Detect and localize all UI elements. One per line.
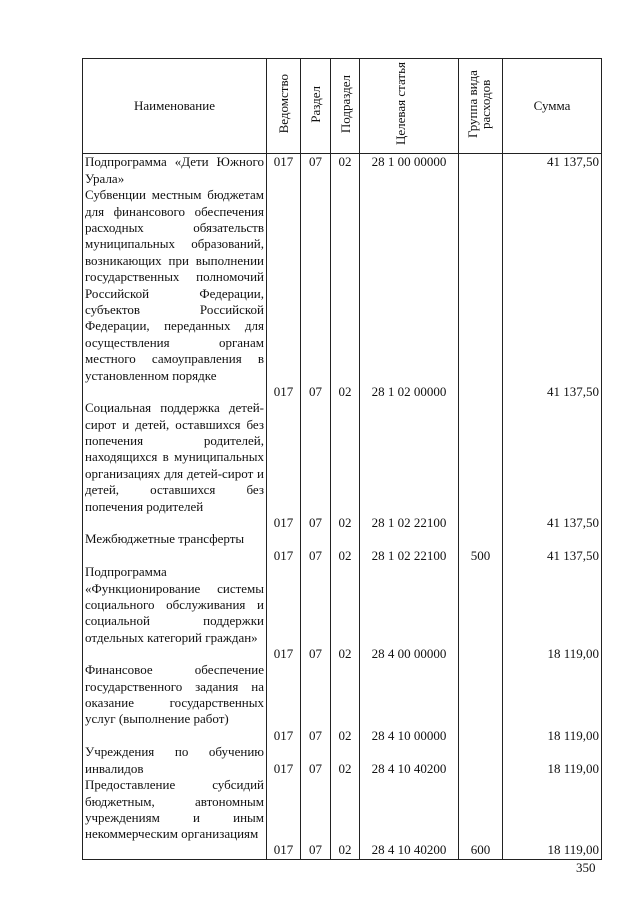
page-number: 350 xyxy=(576,860,596,875)
row-article: 28 4 10 40200 xyxy=(360,744,459,777)
row-amount: 41 137,50 xyxy=(503,531,602,564)
row-name: Финансовое обеспечение государственного задания на оказание государственных услуг (выполнение работ) xyxy=(83,662,267,744)
budget-table xyxy=(82,58,602,860)
row-group xyxy=(459,187,503,400)
header-amount: Сумма xyxy=(503,59,602,154)
row-subsection: 02 xyxy=(331,777,360,859)
header-subsection: Подраздел xyxy=(331,59,360,154)
row-subsection: 02 xyxy=(331,187,360,400)
row-department: 017 xyxy=(267,400,301,531)
row-section: 07 xyxy=(301,744,331,777)
row-name: Субвенции местным бюджетам для финансового обеспечения расходных обязательств муниципальных образований, возникающих при выполнении государственных полномочий Российской Федерации, субъектов Российской Федерации, переданных для осуществления органам местного самоуправления в установленном порядке xyxy=(83,187,267,400)
row-name: Межбюджетные трансферты xyxy=(83,531,267,564)
table-row xyxy=(83,400,602,531)
table-header-row xyxy=(83,59,602,154)
row-subsection: 02 xyxy=(331,744,360,777)
row-section: 07 xyxy=(301,662,331,744)
row-article: 28 4 10 40200 xyxy=(360,777,459,859)
row-section: 07 xyxy=(301,154,331,187)
row-article: 28 1 02 00000 xyxy=(360,187,459,400)
table-row xyxy=(83,154,602,187)
row-group xyxy=(459,400,503,531)
row-article: 28 1 02 22100 xyxy=(360,531,459,564)
row-section: 07 xyxy=(301,777,331,859)
table-row xyxy=(83,744,602,777)
table-row xyxy=(83,187,602,400)
row-article: 28 1 02 22100 xyxy=(360,400,459,531)
row-subsection: 02 xyxy=(331,154,360,187)
row-group xyxy=(459,564,503,662)
table-row xyxy=(83,564,602,662)
row-article: 28 1 00 00000 xyxy=(360,154,459,187)
header-section: Раздел xyxy=(301,59,331,154)
row-group: 600 xyxy=(459,777,503,859)
row-department: 017 xyxy=(267,564,301,662)
header-department: Ведомство xyxy=(267,59,301,154)
table-row xyxy=(83,662,602,744)
header-expense-group: Группа вида расходов xyxy=(459,59,503,154)
row-section: 07 xyxy=(301,531,331,564)
table-row xyxy=(83,531,602,564)
row-amount: 18 119,00 xyxy=(503,777,602,859)
row-amount: 18 119,00 xyxy=(503,744,602,777)
row-section: 07 xyxy=(301,187,331,400)
row-amount: 18 119,00 xyxy=(503,662,602,744)
row-name: Учреждения по обучению инвалидов xyxy=(83,744,267,777)
row-subsection: 02 xyxy=(331,400,360,531)
row-amount: 41 137,50 xyxy=(503,400,602,531)
row-group xyxy=(459,154,503,187)
row-section: 07 xyxy=(301,564,331,662)
row-article: 28 4 10 00000 xyxy=(360,662,459,744)
row-department: 017 xyxy=(267,187,301,400)
table-row xyxy=(83,777,602,859)
row-department: 017 xyxy=(267,154,301,187)
row-amount: 41 137,50 xyxy=(503,154,602,187)
row-name: Подпрограмма «Функционирование системы социального обслуживания и социальной поддержки отдельных категорий граждан» xyxy=(83,564,267,662)
row-amount: 41 137,50 xyxy=(503,187,602,400)
header-name: Наименование xyxy=(83,59,267,154)
row-name: Предоставление субсидий бюджетным, автономным учреждениям и иным некоммерческим организациям xyxy=(83,777,267,859)
row-section: 07 xyxy=(301,400,331,531)
row-group: 500 xyxy=(459,531,503,564)
row-article: 28 4 00 00000 xyxy=(360,564,459,662)
row-subsection: 02 xyxy=(331,564,360,662)
row-subsection: 02 xyxy=(331,662,360,744)
row-name: Подпрограмма «Дети Южного Урала» xyxy=(83,154,267,187)
row-department: 017 xyxy=(267,662,301,744)
header-target-article: Целевая статья xyxy=(360,59,459,154)
row-subsection: 02 xyxy=(331,531,360,564)
row-department: 017 xyxy=(267,531,301,564)
row-amount: 18 119,00 xyxy=(503,564,602,662)
row-group xyxy=(459,744,503,777)
row-name: Социальная поддержка детей-сирот и детей, оставшихся без попечения родителей, находящихся в муниципальных организациях для детей-сирот и детей, оставшихся без попечения родителей xyxy=(83,400,267,531)
row-department: 017 xyxy=(267,744,301,777)
row-department: 017 xyxy=(267,777,301,859)
row-group xyxy=(459,662,503,744)
